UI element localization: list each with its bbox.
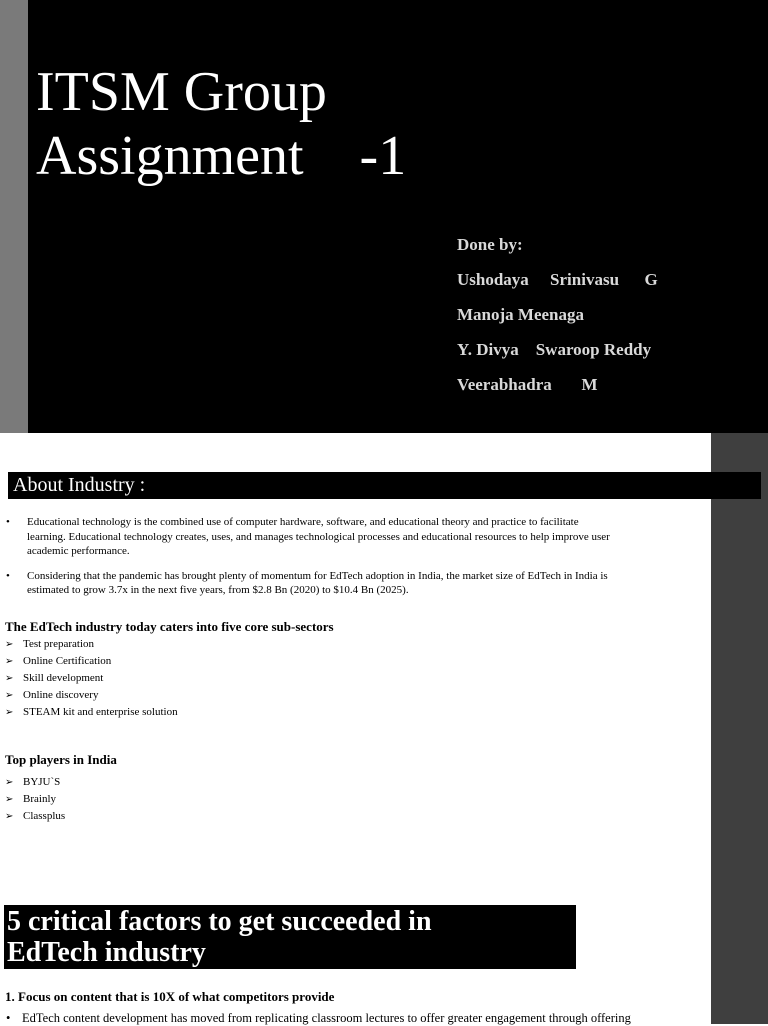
critical-factors-heading [4,905,576,969]
author-name: Ushodaya Srinivasu G [457,270,658,289]
slide-side-bar [0,0,28,433]
author-name: Veerabhadra M [457,375,598,394]
list-item: ➢ Online discovery [0,687,178,704]
list-item: ➢ Online Certification [0,653,178,670]
industry-page [0,433,768,1024]
title-slide [0,0,768,433]
about-bullets [0,515,620,608]
critical-factors-title: 5 critical factors to get succeeded in EdTech industry [7,906,432,968]
factor-1-body: EdTech content development has moved from replicating classroom lectures to offer greater engagement through offering [22,1011,631,1025]
page-side-strip [711,433,768,1024]
bullet-item: • Educational technology is the combined use of computer hardware, software, and educational theory and practice to facilitate learning. Educational technology creates, uses, and manages technological processes and educational resources to help improve user academic performance. [0,515,620,559]
factor-1-heading: 1. Focus on content that is 10X of what competitors provide [5,989,335,1004]
authors-block [457,232,658,407]
author-name: Y. Divya Swaroop Reddy [457,340,652,359]
factor-1-text: • EdTech content development has moved from replicating classroom lectures to offer greater engagement through offering [6,1011,631,1025]
slide-title: ITSM Group Assignment -1 [36,61,407,187]
authors-label: Done by: [457,235,523,254]
about-industry-heading: About Industry : [8,472,761,499]
subsectors-list [0,636,178,721]
list-item: ➢ Skill development [0,670,178,687]
list-item: ➢ BYJU`S [0,774,65,791]
top-players-heading: Top players in India [5,752,117,767]
list-item: ➢ Classplus [0,808,65,825]
bullet-item: • Considering that the pandemic has brought plenty of momentum for EdTech adoption in India, the market size of EdTech in India is estimated to grow 3.7x in the next five years, from $2.8 Bn (2020) to $10.4 Bn (2025). [0,569,620,598]
top-players-list [0,774,65,825]
list-item: ➢ Test preparation [0,636,178,653]
list-item: ➢ Brainly [0,791,65,808]
list-item: ➢ STEAM kit and enterprise solution [0,704,178,721]
subsectors-heading: The EdTech industry today caters into five core sub-sectors [5,619,334,634]
author-name: Manoja Meenaga [457,305,585,324]
